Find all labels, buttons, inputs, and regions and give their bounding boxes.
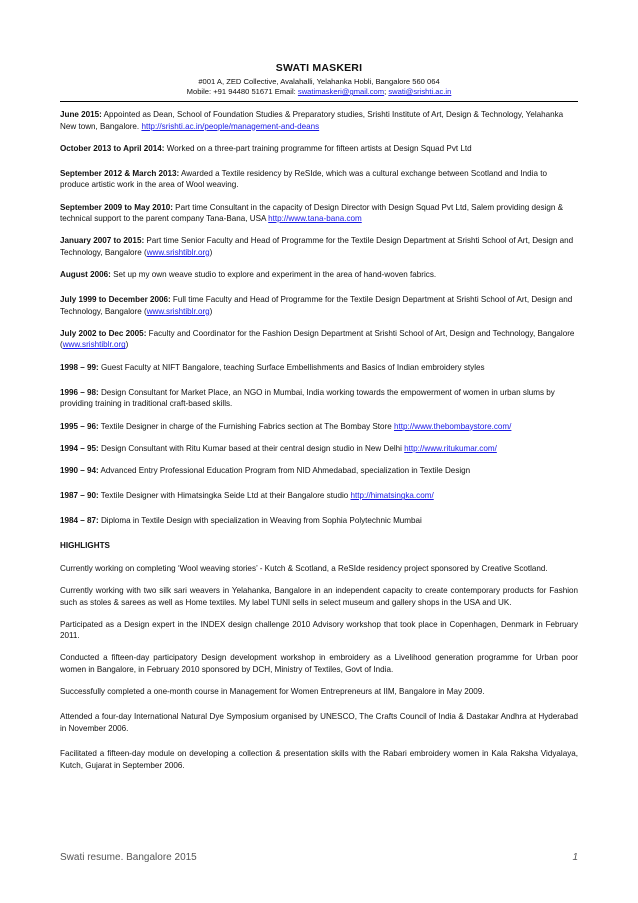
entry-text: Textile Designer in charge of the Furnishing Fabrics section at The Bombay Store [98, 421, 394, 431]
entry-text: Guest Faculty at NIFT Bangalore, teaching Surface Embellishments and Basics of Indian embroidery styles [98, 362, 485, 372]
experience-entry [60, 362, 578, 374]
experience-entry [60, 294, 578, 317]
entry-date: January 2007 to 2015: [60, 236, 145, 246]
footer-title: Swati resume. Bangalore 2015 [60, 852, 197, 863]
entry-date: August 2006: [60, 270, 111, 280]
entry-text: Advanced Entry Professional Education Program from NID Ahmedabad, specialization in Textile Design [98, 466, 471, 476]
entry-text: Awarded a Textile residency by ReSIde, which was a cultural exchange between Scotland and India to produce artistic work in the area of Wool weaving. [60, 168, 547, 190]
entry-text: Design Consultant with Ritu Kumar based at their central design studio in New Delhi [98, 443, 405, 453]
experience-entry [60, 490, 578, 502]
highlight-item: Facilitated a fifteen-day module on developing a collection & presentation skills with the Rabari embroidery women in Kala Raksha Vidyalaya, Kutch, Gujarat in September 2006. [60, 749, 578, 770]
entry-text: Worked on a three-part training programme for fifteen artists at Design Squad Pvt Ltd [164, 143, 472, 153]
experience-entry [60, 168, 578, 191]
page-number: 1 [572, 852, 578, 863]
email-separator: ; [384, 87, 389, 96]
experience-entry [60, 328, 578, 351]
contact-line [60, 87, 578, 97]
experience-entry [60, 443, 578, 455]
entry-date: 1990 – 94: [60, 466, 99, 476]
experience-entry [60, 387, 578, 410]
entry-date: 1998 – 99: [60, 362, 99, 372]
entry-date: 1996 – 98: [60, 387, 99, 397]
entry-text-after: ) [125, 340, 129, 350]
contact-prefix: Mobile: +91 94480 51671 Email: [186, 87, 298, 96]
entry-link[interactable]: http://www.ritukumar.com/ [404, 443, 497, 453]
entry-link[interactable]: http://www.tana-bana.com [268, 214, 362, 224]
entry-text: Textile Designer with Himatsingka Seide Ltd at their Bangalore studio [98, 491, 351, 501]
highlight-item: Participated as a Design expert in the INDEX design challenge 2010 Advisory workshop that took place in Copenhagen, Denmark in February 2011. [60, 619, 578, 641]
highlights-heading: HIGHLIGHTS [60, 541, 110, 551]
entry-date: 1984 – 87: [60, 516, 99, 526]
experience-list [60, 109, 578, 540]
address-line: #001 A, ZED Collective, Avalahalli, Yelahanka Hobli, Bangalore 560 064 [198, 77, 440, 86]
entry-text: Diploma in Textile Design with specialization in Weaving from Sophia Polytechnic Mumbai [98, 516, 422, 526]
entry-text: Full time Faculty and Head of Programme for the Textile Design Department at Srishti School of Art, Design and Technology, Bangalore ( [60, 295, 573, 316]
highlight-item: Currently working with two silk sari weavers in Yelahanka, Bangalore in an independent capacity to create contemporary products for Fashion such as stoles & sarees as well as Home textiles. My label TUNI sells in select museum and gallery shops in the USA and UK. [60, 586, 578, 607]
entry-date: 1987 – 90: [60, 491, 99, 501]
experience-entry [60, 143, 578, 155]
entry-link[interactable]: http://www.thebombaystore.com/ [393, 421, 512, 431]
experience-entry [60, 235, 578, 258]
highlights-list [60, 563, 578, 771]
entry-link[interactable]: www.srishtiblr.org [62, 340, 126, 350]
entry-link[interactable]: http://himatsingka.com/ [350, 491, 434, 501]
entry-date: 1994 – 95: [60, 443, 99, 453]
experience-entry [60, 109, 578, 132]
entry-text: Design Consultant for Market Place, an NGO in Mumbai, India working towards the empowerment of women in urban slums by providing training in traditional craft-based skills. [60, 387, 555, 409]
experience-entry [60, 465, 578, 477]
entry-date: October 2013 to April 2014: [60, 143, 165, 153]
email-link-primary[interactable]: swatimaskeri@gmail.com [297, 87, 385, 96]
entry-date: September 2012 & March 2013: [60, 168, 180, 178]
entry-text: Faculty and Coordinator for the Fashion Design Department at Srishti School of Art, Design and Technology, Bangalore ( [60, 328, 575, 350]
resume-page [60, 62, 578, 782]
experience-entry [60, 515, 578, 527]
entry-text: Part time Consultant in the capacity of Design Director with Design Squad Pvt Ltd, Salem providing design & technical support to the parent company Tana-Bana, USA [60, 202, 563, 224]
email-link-secondary[interactable]: swati@srishti.ac.in [388, 87, 452, 96]
page-footer [60, 852, 578, 863]
entry-text: Part time Senior Faculty and Head of Programme for the Textile Design Department at Srishti School of Art, Design and Technology, Bangalore ( [60, 236, 574, 257]
entry-date: September 2009 to May 2010: [60, 202, 173, 212]
entry-text: Appointed as Dean, School of Foundation Studies & Preparatory studies, Srishti Institute of Art, Design & Technology, Yelahanka New town, Bangalore. [60, 110, 564, 131]
entry-text: Set up my own weave studio to explore and experiment in the area of hand-woven fabrics. [110, 270, 437, 280]
entry-link[interactable]: http://srishti.ac.in/people/management-and-deans [141, 121, 320, 131]
experience-entry [60, 202, 578, 225]
header-rule [60, 101, 578, 102]
highlight-item: Successfully completed a one-month course in Management for Women Entrepreneurs at IIM, Bangalore in May 2009. [60, 686, 485, 696]
entry-date: June 2015: [60, 110, 102, 119]
highlight-item: Attended a four-day International Natural Dye Symposium organised by UNESCO, The Crafts Council of India & Dastakar Andhra at Hyderabad in November 2006. [60, 712, 578, 733]
entry-date: July 2002 to Dec 2005: [60, 328, 147, 338]
entry-date: July 1999 to December 2006: [60, 295, 171, 305]
entry-link[interactable]: www.srishtiblr.org [146, 306, 210, 316]
experience-entry [60, 421, 578, 433]
resume-name: SWATI MASKERI [275, 62, 363, 74]
experience-entry [60, 269, 578, 281]
highlight-item: Conducted a fifteen-day participatory Design development workshop in embroidery as a Livelihood generation programme for Urban poor women in Bangalore, in February 2010 sponsored by DCH, Ministry of Textiles, Govt of India. [60, 653, 578, 674]
entry-text-after: ) [209, 247, 213, 257]
entry-text-after: ) [209, 306, 213, 316]
entry-date: 1995 – 96: [60, 421, 99, 431]
highlight-item: Currently working on completing ‘Wool weaving stories’ - Kutch & Scotland, a ReSIde residency project sponsored by Creative Scotland. [60, 564, 548, 574]
entry-link[interactable]: www.srishtiblr.org [146, 247, 210, 257]
